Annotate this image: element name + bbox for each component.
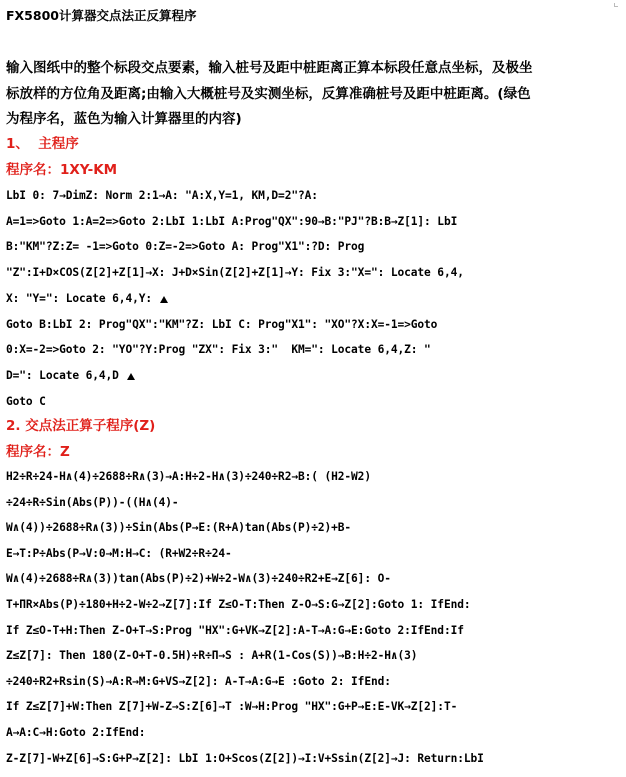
intro-line-1: 输入图纸中的整个标段交点要素，输入桩号及距中桩距离正算本标段任意点坐标，及极坐 — [6, 60, 533, 76]
code-text: W∧(4)÷2688÷R∧(3))tan(Abs(P)÷2)+W÷2-W∧(3)÷240÷R2+E→Z[6]: O- — [6, 572, 391, 586]
code-text: W∧(4))÷2688÷R∧(3))÷Sin(Abs(P→E:(R+A)tan(Abs(P)÷2)+B- — [6, 521, 352, 535]
code-text: Goto B:LbI 2: Prog"QX":"KM"?Z: LbI C: Prog"X1": "XO"?X:X=-1=>Goto — [6, 317, 438, 331]
program-name-z: 程序名：Z — [6, 444, 70, 460]
code-text: ÷24÷R÷Sin(Abs(P))-((H∧(4)- — [6, 495, 179, 509]
code-line — [6, 392, 46, 412]
code-line — [6, 621, 464, 641]
code-line — [6, 263, 464, 283]
code-text: B:"KM"?Z:Z= -1=>Goto 0:Z=-2=>Goto A: Prog"X1":?D: Prog — [6, 240, 365, 254]
code-text: H2÷R÷24-H∧(4)÷2688÷R∧(3)→A:H÷2-H∧(3)÷240÷R2→B:( (H2-W2) — [6, 470, 371, 483]
code-line — [6, 697, 457, 717]
code-line — [6, 289, 168, 309]
code-line — [6, 186, 318, 206]
display-pause-icon — [127, 373, 135, 380]
code-line — [6, 544, 232, 564]
code-line — [6, 749, 484, 769]
document-title: FX5800计算器交点法正反算程序 — [6, 8, 197, 23]
code-text: Z≤Z[7]: Then 180(Z-O+T-0.5H)÷R÷Π→S : A+R(1-Cos(S))→B:H÷2-H∧(3) — [6, 649, 418, 663]
code-text: Goto C — [6, 394, 46, 408]
code-line — [6, 366, 135, 386]
code-line — [6, 315, 437, 335]
code-text: ÷240÷R2+Rsin(S)→A:R→M:G+VS→Z[2]: A-T→A:G→E :Goto 2: IfEnd: — [6, 674, 391, 688]
code-line — [6, 467, 371, 487]
program-name-1xy-km: 程序名：1XY-KM — [6, 162, 118, 178]
code-line — [6, 723, 145, 743]
code-text: If Z≤O-T+H:Then Z-O+T→S:Prog "HX":G+VK→Z[2]:A-T→A:G→E:Goto 2:IfEnd:If — [6, 623, 464, 637]
code-text: If Z≤Z[7]+W:Then Z[7]+W-Z→S:Z[6]→T :W→H:Prog "HX":G+P→E:E-VK→Z[2]:T- — [6, 700, 458, 714]
code-text: "Z":I+D×COS(Z[2]+Z[1]→X: J+D×Sin(Z[2]+Z[1]→Y: Fix 3:"X=": Locate 6,4, — [6, 266, 464, 280]
code-line — [6, 340, 431, 360]
code-line — [6, 646, 417, 666]
code-text: X: "Y=": Locate 6,4,Y: — [6, 291, 152, 305]
code-text: A=1=>Goto 1:A=2=>Goto 2:LbI 1:LbI A:Prog"QX":90→B:"PJ"?B:B→Z[1]: LbI — [6, 214, 458, 228]
code-line — [6, 237, 364, 257]
intro-line-2: 标放样的方位角及距离;由输入大概桩号及实测坐标，反算准确桩号及距中桩距离。(绿色 — [6, 86, 531, 102]
code-line — [6, 595, 470, 615]
code-line — [6, 569, 391, 589]
code-text: D=": Locate 6,4,D — [6, 368, 119, 382]
intro-line-3: 为程序名，蓝色为输入计算器里的内容) — [6, 111, 242, 127]
code-text: 0:X=-2=>Goto 2: "YO"?Y:Prog "ZX": Fix 3:" KM=": Locate 6,4,Z: " — [6, 343, 431, 357]
code-text: E→T:P÷Abs(P→V:0→M:H→C: (R+W2÷R÷24- — [6, 546, 232, 560]
code-text: A→A:C→H:Goto 2:IfEnd: — [6, 726, 146, 739]
code-text: T+ΠR×Abs(P)÷180+H÷2-W÷2→Z[7]:If Z≤O-T:Then Z-O→S:G→Z[2]:Goto 1: IfEnd: — [6, 598, 471, 611]
code-line — [6, 672, 391, 692]
section-heading-z-subprogram: 2. 交点法正算子程序(Z) — [6, 418, 156, 434]
code-text: LbI 0: 7→DimZ: Norm 2:1→A: "A:X,Y=1, KM,D=2"?A: — [6, 189, 318, 202]
code-line — [6, 212, 457, 232]
code-text: Z-Z[7]-W+Z[6]→S:G+P→Z[2]: LbI 1:O+Scos(Z[2])→I:V+Ssin(Z[2]→J: Return:LbI — [6, 751, 484, 765]
section-heading-main-program: 1、 主程序 — [6, 136, 79, 152]
code-line — [6, 493, 179, 513]
page-corner-mark — [614, 3, 618, 7]
display-pause-icon — [160, 296, 168, 303]
code-line — [6, 518, 351, 538]
